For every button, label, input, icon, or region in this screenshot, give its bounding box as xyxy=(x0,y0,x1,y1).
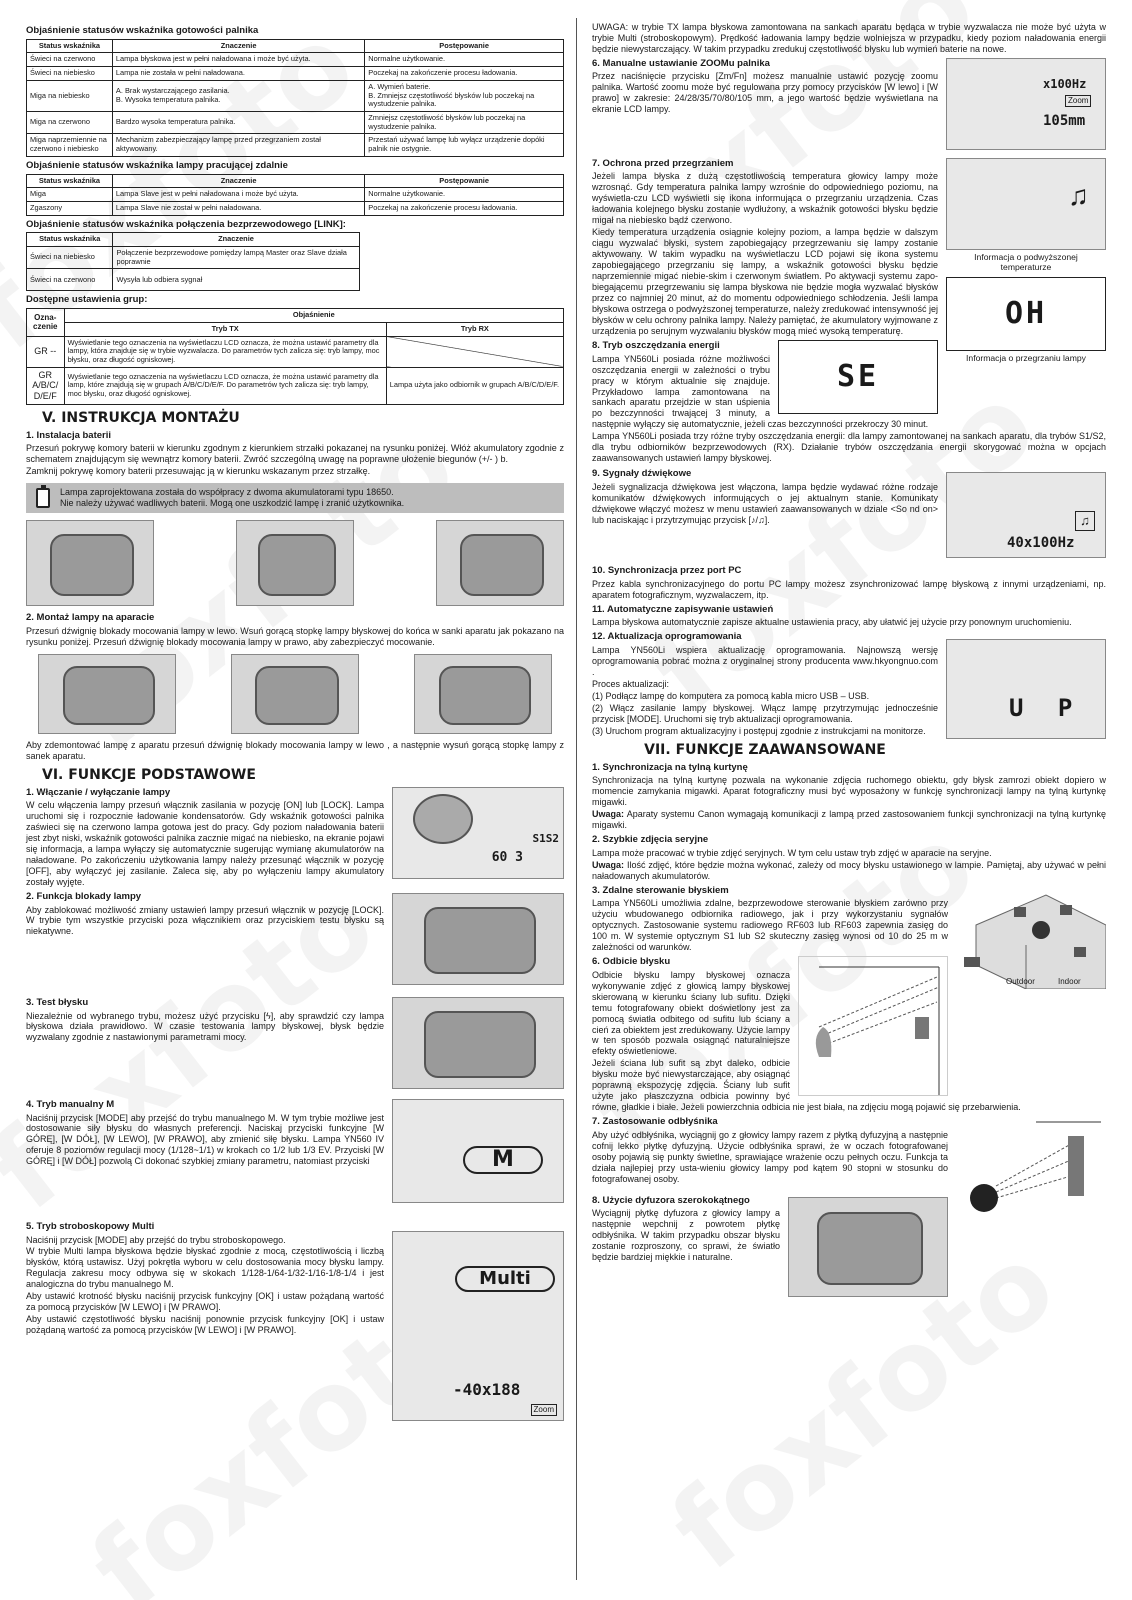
table-row xyxy=(27,269,360,291)
paragraph: Wyciągnij płytkę dyfuzora z głowicy lampy a następnie wepchnij z powrotem płytkę odbłyśnika. W takim przypadku obszar błysku zostanie rozproszony, co sprawi, że światło będzie bardziej miękkie i naturalne. xyxy=(592,1208,780,1263)
table-cell: Mechanizm zabezpieczający lampę przed przegrzaniem został aktywowany. xyxy=(112,134,364,156)
note-label: Uwaga: xyxy=(592,809,625,820)
heading: 2. Szybkie zdjęcia seryjne xyxy=(592,834,709,846)
table-cell: Wysyła lub odbiera sygnał xyxy=(113,269,359,291)
paragraph: Naciśnij przycisk [MODE] aby przejść do trybu stroboskopowego. xyxy=(26,1234,286,1245)
table-cell: Lampa użyta jako odbiornik w grupach A/B/C/D/E/F. xyxy=(386,367,563,404)
note-text: Aparaty systemu Canon wymagają komunikacji z lampą przed zastosowaniem funkcji synchronizacji na tylną kurtynkę migawki. xyxy=(592,809,1106,831)
table-cell: GR -- xyxy=(27,336,65,367)
lock-image xyxy=(392,893,564,985)
table-header: Znaczenie xyxy=(113,233,359,247)
paragraph: Lampa może pracować w trybie zdjęć seryjnych. W tym celu ustaw tryb zdjęć w aparacie na seryjne. xyxy=(592,847,992,858)
multi-lcd-image xyxy=(392,1231,564,1421)
paragraph: Aby ustawić częstotliwość błysku naciśnij ponownie przycisk funkcyjny [OK] i ustaw pożądaną wartość za pomocą przycisków [W LEWO] i [W PRAWO]. xyxy=(26,1314,384,1336)
indoor-label: Indoor xyxy=(1058,976,1081,986)
table-cell-empty xyxy=(386,336,563,367)
heading: 8. Użycie dyfuzora szerokokątnego xyxy=(592,1194,750,1206)
table-row xyxy=(27,247,360,269)
table-cell: Miga naprzemiennie na czerwono i niebiesko xyxy=(27,134,113,156)
overheat-figures xyxy=(946,158,1106,367)
table-row xyxy=(27,134,564,156)
table-cell: Poczekaj na zakończenie procesu ładowania. xyxy=(365,201,564,215)
bounce-diagram-svg xyxy=(799,957,947,1095)
heading: 3. Zdalne sterowanie błyskiem xyxy=(592,884,729,896)
music-icon: ♫ xyxy=(1068,179,1089,211)
lcd-zoom-label: Zoom xyxy=(1065,95,1091,107)
section-reflector xyxy=(592,1116,1106,1184)
status-link-title: Objaśnienie statusów wskaźnika połączenia bezprzewodowego [LINK]: xyxy=(26,218,346,230)
table-header: Status wskaźnika xyxy=(27,174,113,188)
sound-lcd-image xyxy=(946,472,1106,558)
table-cell: Lampa Slave jest w pełni naładowana i może być użyta. xyxy=(112,188,364,202)
paragraph: Lampa YN560Li posiada trzy różne tryby oszczędzania energii: dla lampy zamontowanej na sankach aparatu, dla trybów S1/S2, dla trybu odbiorników bezprzewodowych (RX). Działanie trybów oszczędzania energii skorygować można w opcjach zaawansowanych ustawień lampy błyskowej. xyxy=(592,431,1106,464)
table-header: Znaczenie xyxy=(112,174,364,188)
table-row xyxy=(27,80,564,111)
battery-note-text: Lampa zaprojektowana została do współpracy z dwoma akumulatorami typu 18650. Nie należy używać wadliwych baterii. Mogą one uszkodzić lampę i zranić użytkownika. xyxy=(60,487,405,509)
heading: 6. Odbicie błysku xyxy=(592,956,671,968)
groups-title: Dostępne ustawienia grup: xyxy=(26,294,148,306)
paragraph: Aby użyć odbłyśnika, wyciągnij go z głowicy lampy razem z płytką dyfuzyjną a następnie cofnij lekko płytkę dyfuzyjną. Użycie odbłyśnika sprawi, że w oczach fotografowanej osoby pojawią się punkty świetlne, sprawiające wrażenie oczu pełnych oczu. Funkcja ta działa najlepiej przy usta-wieniu głowicy lampy pod kątem 90 stopni w stosunku do fotografowanej osoby. xyxy=(592,1129,948,1184)
paragraph: Jeżeli sygnalizacja dźwiękowa jest włączona, lampa będzie wydawać różne rodzaje komunikatów dźwiękowych informujących o jej aktualnym stanie. Komunikaty dźwiękowe włączyć możesz w menu ustawień zaawansowanych w dziale <So nd on> lub naciskając i przytrzymując przycisk [♪/♫]. xyxy=(592,481,938,525)
heading: 3. Test błysku xyxy=(26,996,89,1008)
status-remote-title: Objaśnienie statusów wskaźnika lampy pracującej zdalnie xyxy=(26,159,288,171)
paragraph: Lampa YN560Li posiada różne możliwości oszczędzania energii w zależności o trybu pracy w którym aktualnie się znajduje. Przykładowo lampa zamontowana na sankach aparatu przejdzie w stan uśpienia po bezczynności trwającej 3 minuty, a następnie wyłączy się automatycznie, jeżeli czas bezczynności przekroczy 30 minut. xyxy=(592,353,929,430)
table-cell: Miga xyxy=(27,188,113,202)
table-header: Status wskaźnika xyxy=(27,233,113,247)
heading: 7. Ochrona przed przegrzaniem xyxy=(592,157,734,169)
paragraph: Przesuń pokrywę komory baterii w kierunku zgodnym z kierunkiem strzałki pokazanej na rysunku poniżej. Włóż akumulatory zgodnie z schematem znajdującym się wewnątrz komory baterii. Zwróć szczególną uwagę na poprawne ułożenie biegunów (+/- ) b. xyxy=(26,443,564,465)
paragraph: Proces aktualizacji: xyxy=(592,678,670,689)
table-row xyxy=(27,367,564,404)
paragraph: Lampa YN560Li wspiera aktualizację oprogramowania. Najnowszą wersję oprogramowania pobrać można z oryginalnej strony producenta www.hkyongnuo.com . xyxy=(592,644,938,677)
dial-image xyxy=(413,794,473,844)
table-cell: Wyświetlanie tego oznaczenia na wyświetlaczu LCD oznacza, że można ustawić parametry dla lampy, która znajduje się w trybie wyzwalacza. Do parametrów tych zalicza się: tryb lampy, moc błysku, oraz długość ogniskowej. xyxy=(64,336,386,367)
paragraph: (3) Uruchom program aktualizacyjny i postępuj zgodnie z instrukcjami na monitorze. xyxy=(592,725,926,736)
zoom-lcd-image xyxy=(946,58,1106,150)
table-header: Postępowanie xyxy=(365,39,564,53)
section-test xyxy=(26,997,564,1093)
battery-icon xyxy=(36,488,50,508)
paragraph: Synchronizacja na tylną kurtynę pozwala na wykonanie zdjęcia ruchomego obiektu, gdy błysk zamrozi obiekt dopiero w momencie zamykania migawki. Aparat fotograficzny musi być wyposażony w funkcję synchronizacji lampy na tylną kurtynkę migawki. xyxy=(592,775,1106,808)
right-column xyxy=(592,22,1106,1301)
table-cell: Bardzo wysoka temperatura palnika. xyxy=(112,111,364,133)
paragraph: W celu włączenia lampy przesuń włącznik zasilania w pozycję [ON] lub [LOCK]. Lampa uruchomi się i rozpocznie ładowanie kondensatorów. Gdy wskaźnik gotowości palnika zaświeci się na czerwono lampa gotowa jest do pracy. Gdy poziom naładowania baterii jest zbyt niski, wskaźnik gotowości palnika zacznie migać na niebiesko, na ekranie pojawi się informacja, a lampa wyłączy się automatycznie sugerując wymianę akumulatorów na naładowane. Po zakończeniu użytkowania lampy należy przesunąć włącznik w pozycję [OFF], aby wyłączyć jej zasilanie. Zaleca się, aby po wyłączeniu lampy akumulatory zostały wyjęte. xyxy=(26,800,384,887)
lcd-text: 105mm xyxy=(1043,112,1086,129)
heading: 11. Automatyczne zapisywanie ustawień xyxy=(592,603,774,615)
lcd-text: S1S2 xyxy=(532,831,559,845)
lcd-mode-m: M xyxy=(463,1146,543,1174)
power-save-lcd: SE xyxy=(778,340,938,414)
table-cell: Świeci na niebiesko xyxy=(27,67,113,81)
paragraph: Przez kabla synchronizacyjnego do portu PC lampy możesz zsynchronizować lampę błyskową z innymi urządzeniami, np. aparatem fotograficznym, wyzwalaczem, itp. xyxy=(592,578,1106,600)
paragraph: Kiedy temperatura urządzenia osiągnie kolejny poziom, a lampa będzie w dalszym ciągu wyzwalać błyski, system zapobiegający przegrzewaniu się lampy zostanie aktywowany. W takim wypadku na wyświetlaczu LCD pojawi się ikona systemu zapobiegającego przegrzaniu się lampy, a wskaźnik gotowości błysku będzie naprzemiennie migać niebie-skim i czerwonym światłem. Po aktywacji systemu zapo-biegającemu przegrzewaniu się lampa błyskowa nie będzie mogła wyzwalać błysków przez co najmniej 20 minut, aż do momentu odpowiedniego schłodzenia. Jeśli lampa błyskowa ostrzega o podwyższonej temperaturze, należy zredukować intensywność jej błysków w celu ochrony palnika lampy. Należy pamiętać, że akumulatory wyjmowane z urządzenia po serujnym wyzwalaniu błysków mogą mieć wysoką temperaturę. xyxy=(592,227,938,337)
section-firmware xyxy=(592,631,1106,736)
table-cell: Lampa błyskowa jest w pełni naładowana i może być użyta. xyxy=(112,53,364,67)
bounce-diagram xyxy=(798,956,948,1096)
table-row xyxy=(27,53,564,67)
status-remote-table xyxy=(26,174,564,216)
diffuser-image xyxy=(788,1197,948,1297)
section-bounce xyxy=(592,956,1106,1113)
paragraph: Przez naciśnięcie przycisku [Zm/Fn] możesz manualnie ustawić pozycję zoomu palnika. Wartość zoomu może być regulowana przy pomocy przycisków [W lewo] i [W prawo] w zakresie: 24/28/35/70/80/105 mm, a jego wartość będzie wyświetlana na ekranie LCD lampy. xyxy=(592,71,938,115)
table-cell: Świeci na czerwono xyxy=(27,53,113,67)
status-link-table xyxy=(26,232,360,291)
table-cell: A. Wymień baterie. B. Zmniejsz częstotliwość błysków lub poczekaj na wystudzenie palnika. xyxy=(365,80,564,111)
table-header: Status wskaźnika xyxy=(27,39,113,53)
groups-table xyxy=(26,308,564,405)
caption: Informacja o przegrzaniu lampy xyxy=(966,352,1086,363)
heading: 8. Tryb oszczędzania energii xyxy=(592,340,720,352)
heading: 6. Manualne ustawianie ZOOMu palnika xyxy=(592,57,770,69)
table-header: Tryb TX xyxy=(64,322,386,336)
heading: 5. Tryb stroboskopowy Multi xyxy=(26,1220,155,1232)
heading: 2. Montaż lampy na aparacie xyxy=(26,612,155,624)
battery-step-image xyxy=(236,520,354,606)
lcd-text: U P xyxy=(1009,694,1083,723)
mount-step-image xyxy=(231,654,359,734)
left-column xyxy=(26,22,564,1425)
table-row xyxy=(27,201,564,215)
heading: 7. Zastosowanie odbłyśnika xyxy=(592,1116,718,1128)
heading: 1. Włączanie / wyłączanie lampy xyxy=(26,786,171,798)
overheat-lcd-image xyxy=(946,158,1106,250)
table-row xyxy=(27,188,564,202)
paragraph xyxy=(592,809,1106,831)
overheat-lcd: OH xyxy=(946,277,1106,351)
heading: 12. Aktualizacja oprogramowania xyxy=(592,631,742,643)
table-cell: Świeci na czerwono xyxy=(27,269,113,291)
table-cell: Miga na czerwono xyxy=(27,111,113,133)
lcd-text: x100Hz xyxy=(1043,76,1087,91)
section-sound xyxy=(592,468,1106,562)
lcd-zoom-label: Zoom xyxy=(531,1404,557,1416)
battery-images xyxy=(26,520,564,606)
lcd-text: 60 3 xyxy=(491,849,523,865)
note-text: Ilość zdjęć, które będzie można wykonać, zależy od mocy błysku ustawionego w lampie. Pamiętaj, aby używać w pełni naładowanych akumulatorów. xyxy=(592,859,1106,881)
heading: 4. Tryb manualny M xyxy=(26,1098,115,1110)
mount-images xyxy=(26,654,564,734)
section-power-save xyxy=(592,340,1106,464)
table-cell: Przestań używać lampę lub wyłącz urządzenie dopóki palnik nie ostygnie. xyxy=(365,134,564,156)
status-ready-table xyxy=(26,39,564,157)
paragraph: Zamknij pokrywę komory baterii przesuwając ją w kierunku wskazanym przez strzałkę. xyxy=(26,466,371,477)
section-manual xyxy=(26,1099,564,1207)
table-cell: Połączenie bezprzewodowe pomiędzy lampą Master oraz Slave działa poprawnie xyxy=(113,247,359,269)
section-diffuser xyxy=(592,1195,1106,1263)
table-cell: Zmniejsz częstotliwość błysków lub poczekaj na wystudzenie palnika. xyxy=(365,111,564,133)
power-lcd-image xyxy=(392,787,564,879)
heading: 1. Synchronizacja na tylną kurtynę xyxy=(592,761,748,773)
section-zoom xyxy=(592,58,1106,154)
paragraph: Odbicie błysku lampy błyskowej oznacza wykonywanie zdjęć z głowicą lampy błyskowej skierowaną w kierunku ściany lub sufitu. Dzięki temu fotografowany obiekt doświetlony jest za pomocą światła odbitego od sufitu lub ściany a cień za obiektem jest zredukowany. Użycie lampy w ten sposób pozwala osiągnąć naturalniejsze efekty oświetleniowe. xyxy=(592,969,790,1057)
table-row xyxy=(27,336,564,367)
heading: 1. Instalacja baterii xyxy=(26,429,112,441)
paragraph: Naciśnij przycisk [MODE] aby przejść do trybu manualnego M. W tym trybie możliwe jest dostosowanie siły błysku do własnych preferencji. Naciskaj przyciski funkcyjne [W GÓRĘ], [W DÓŁ], [W LEWO], [W PRAWO], aby zmienić siłę błysku. Lampa YN560 IV oferuje 8 poziomów regulacji mocy (1/128~1/1) w krokach co 1/2 lub 1/3 EV. Przyciski [W GÓRĘ] i [W DÓŁ] pozwolą Ci dokonać szybkiej zmiany parametru, natomiast przyciski xyxy=(26,1112,384,1167)
paragraph: Jeżeli lampa błyska z dużą częstotliwością temperatura głowicy lampy może wzrosnąć. Gdy temperatura palnika lampy wzrośnie do odpowiedniego poziomu, na wyświetla-czu LCD wyświetli się ikona informująca o przegrzaniu urządzenia. Czas ładowania kolejnego błysku zostanie wydłużony, a wskaźnik gotowości błysku będzie migał na niebiesko bądź czerwono. xyxy=(592,171,938,226)
paragraph: W trybie Multi lampa błyskowa będzie błyskać zgodnie z mocą, częstotliwością i liczbą błysków, którą ustawisz. Użyj pokrętła wyboru w celu dostosowania mocy błysku lampy. Regulacja zakresu mocy odbywa się w skokach 1/128-1/64-1/32-1/16-1/8-1/4 i jest analogiczna do trybu manualnego M. xyxy=(26,1246,384,1290)
mount-step-image xyxy=(38,654,176,734)
table-row xyxy=(27,67,564,81)
paragraph: Przesuń dźwignię blokady mocowania lampy w lewo. Wsuń gorącą stopkę lampy błyskowej do końca w sanki aparatu jak pokazano na rysunku poniżej. Przesuń dźwignię blokady mocowania lampy w prawo, aby zabezpieczyć mocowanie. xyxy=(26,625,564,647)
table-cell: Miga na niebiesko xyxy=(27,80,113,111)
lcd-mode-multi: Multi xyxy=(455,1266,555,1292)
status-ready-title: Objaśnienie statusów wskaźnika gotowości palnika xyxy=(26,25,259,36)
table-cell: Normalne użytkowanie. xyxy=(365,53,564,67)
paragraph: Aby zablokować możliwość zmiany ustawień lampy przesuń włącznik w pozycję [LOCK]. W trybie tym wszystkie przyciski poza włącznikiem oraz przyciskiem testu błysku są niekatywne. xyxy=(26,904,384,937)
paragraph: Niezależnie od wybranego trybu, możesz użyć przycisku [ϟ], aby sprawdzić czy lampa błyskowa działa prawidłowo. W czasie testowania lampy błyskowej, błysk będzie wyzwalany zgodnie z nastawionymi parametrami mocy. xyxy=(26,1010,384,1043)
table-cell: GR A/B/C/ D/E/F xyxy=(27,367,65,404)
mount-step-image xyxy=(414,654,552,734)
test-image xyxy=(392,997,564,1089)
paragraph: Aby zdemontować lampę z aparatu przesuń dźwignię blokady mocowania lampy w lewo , a następnie wysuń gorącą stopkę lampy z sanek aparatu. xyxy=(26,739,564,761)
battery-note xyxy=(26,483,564,513)
table-cell: Lampa Slave nie został w pełni naładowana. xyxy=(112,201,364,215)
music-icon: ♫ xyxy=(1075,511,1095,531)
table-cell: A. Brak wystarczającego zasilania. B. Wysoka temperatura palnika. xyxy=(112,80,364,111)
battery-step-image xyxy=(436,520,564,606)
paragraph: Lampa błyskowa automatycznie zapisze aktualne ustawienia pracy, aby ułatwić jej użycie przy ponownym uruchomieniu. xyxy=(592,617,1072,628)
table-cell: Wyświetlanie tego oznaczenia na wyświetlaczu LCD oznacza, że można ustawić parametry dla lamp, które znajdują się w grupach A/B/C/D/E/F. Do parametrów tych zalicza się: tryb lampy, moc błysku, oraz długość ogniskowej. xyxy=(64,367,386,404)
paragraph: Lampa YN560Li umożliwia zdalne, bezprzewodowe sterowanie błyskiem zarówno przy użyciu wbudowanego odbiornika radiowego, jak i przy wykorzystaniu sygnałów optycznych. Zastosowanie systemu radiowego RF603 lub RF603 zapewnia zasięg do 100 m. W systemie optycznym S1 lub S2 skuteczny zasięg wynosi od 10 do 25 m w zależności od warunków. xyxy=(592,898,948,953)
section-7-title: VII. FUNKCJE ZAAWANSOWANE xyxy=(644,741,886,758)
lcd-text: -40x188 xyxy=(453,1379,521,1399)
section-power xyxy=(26,787,564,888)
paragraph: UWAGA: w trybie TX lampa błyskowa zamontowana na sankach aparatu będąca w trybie wyzwalacza nie może być użyta w trybie Multi (stroboskopowym). Prędkość ładowania lampy będzie wolniejsza w przypadku, kiedy poziom naładowania energii będzie niewystarczający. W takim przypadku zredukuj częstotliwość błysku lub wymień baterie na nowe. xyxy=(592,22,1106,54)
table-cell: Zgaszony xyxy=(27,201,113,215)
battery-step-image xyxy=(26,520,154,606)
section-5-title: V. INSTRUKCJA MONTAŻU xyxy=(42,409,240,426)
column-divider xyxy=(576,18,577,1580)
table-cell: Normalne użytkowanie. xyxy=(365,188,564,202)
table-header: Ozna-czenie xyxy=(27,309,65,336)
table-cell: Poczekaj na zakończenie procesu ładowania. xyxy=(365,67,564,81)
paragraph: Jeżeli ściana lub sufit są zbyt daleko, odbicie błysku może być niewystarczające, aby osiągnąć poprawną ekspozycję zdjęcia. Ściany lub sufit użyte jako płaszczyzna odbicia powinny być równe, gładkie i białe. Jeżeli powierzchnia odbicia nie jest biała, na zdjęciu mogą pojawić się przebarwienia. xyxy=(592,1058,1021,1113)
table-header: Tryb RX xyxy=(386,322,563,336)
table-cell: Lampa nie została w pełni naładowana. xyxy=(112,67,364,81)
manual-lcd-image xyxy=(392,1099,564,1203)
section-6-title: VI. FUNKCJE PODSTAWOWE xyxy=(42,766,256,783)
caption: Informacja o podwyższonej temperaturze xyxy=(974,251,1078,273)
note-label: Uwaga: xyxy=(592,859,625,870)
table-header: Postępowanie xyxy=(365,174,564,188)
table-header: Objaśnienie xyxy=(64,309,563,323)
paragraph: (1) Podłącz lampę do komputera za pomocą kabla micro USB – USB. xyxy=(592,690,870,701)
lcd-text: 40x100Hz xyxy=(1007,535,1075,552)
paragraph: Aby ustawić krotność błysku naciśnij przycisk funkcyjny [OK] i ustaw pożądaną wartość za pomocą przycisków [W LEWO] i [W PRAWO]. xyxy=(26,1291,384,1313)
section-lock xyxy=(26,891,564,989)
table-row xyxy=(27,111,564,133)
heading: 10. Synchronizacja przez port PC xyxy=(592,565,742,577)
table-header: Znaczenie xyxy=(112,39,364,53)
paragraph: (2) Włącz zasilanie lampy błyskowej. Włącz lampę przytrzymując jednocześnie przycisk [MODE]. Uruchomi się tryb aktualizacji oprogramowania. xyxy=(592,702,938,724)
paragraph xyxy=(592,860,1106,882)
outdoor-label: Outdoor xyxy=(1006,976,1035,986)
heading: 9. Sygnały dźwiękowe xyxy=(592,468,692,480)
section-multi xyxy=(26,1220,564,1414)
firmware-lcd-image xyxy=(946,639,1106,739)
heading: 2. Funkcja blokady lampy xyxy=(26,890,142,902)
table-cell: Świeci na niebiesko xyxy=(27,247,113,269)
